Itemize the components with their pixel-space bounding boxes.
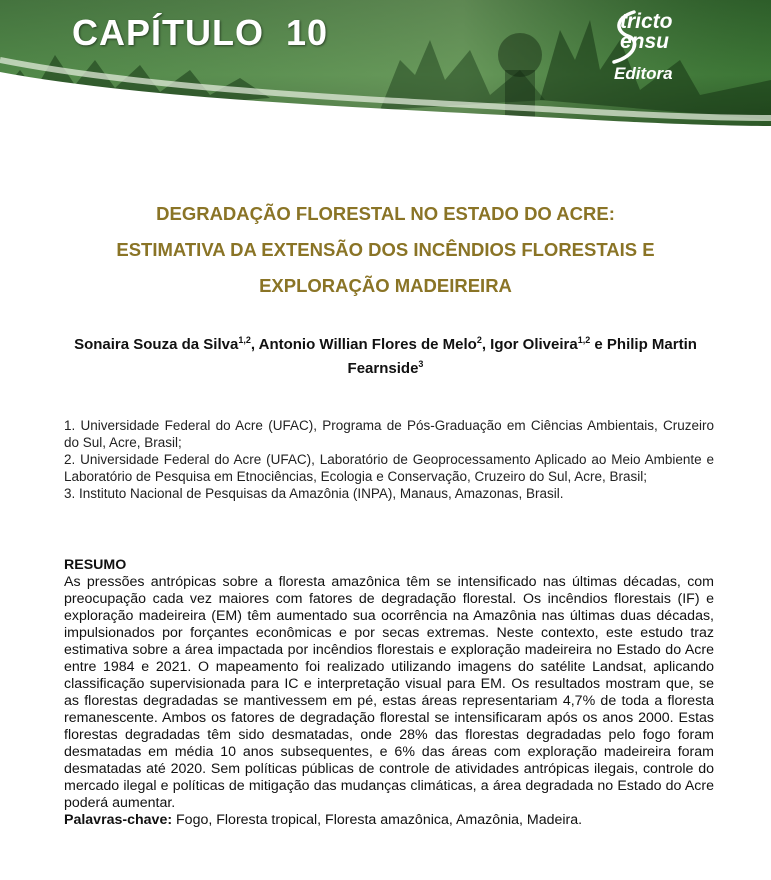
affiliation-item: 3. Instituto Nacional de Pesquisas da Amazônia (INPA), Manaus, Amazonas, Brasil. bbox=[64, 486, 564, 501]
title-line: ESTIMATIVA DA EXTENSÃO DOS INCÊNDIOS FLORESTAIS E bbox=[116, 239, 655, 260]
chapter-banner bbox=[0, 0, 771, 150]
affiliations bbox=[64, 417, 714, 502]
affiliation-item: 2. Universidade Federal do Acre (UFAC), Laboratório de Geoprocessamento Aplicado ao Meio Ambiente e Laboratório de Pesquisa em Etnociências, Ecologia e Conservação, Cruzeiro do Sul, Acre, Brasil; bbox=[64, 452, 714, 484]
keywords-label: Palavras-chave: bbox=[64, 812, 173, 828]
author-separator: , bbox=[250, 336, 259, 353]
author-name: Sonaira Souza da Silva bbox=[74, 336, 239, 353]
author-name: Antonio Willian Flores de Melo bbox=[258, 336, 477, 353]
chapter-label: CAPÍTULO 10 bbox=[72, 12, 329, 53]
author-separator: , bbox=[481, 336, 491, 353]
title-line: EXPLORAÇÃO MADEIREIRA bbox=[259, 275, 512, 296]
publisher-name-line2: ensu bbox=[620, 30, 670, 53]
author-separator: e bbox=[590, 336, 607, 353]
title-line: DEGRADAÇÃO FLORESTAL NO ESTADO DO ACRE: bbox=[156, 203, 615, 224]
publisher-name-line1: tricto bbox=[620, 10, 673, 33]
author-affiliation-mark: 1,2 bbox=[577, 335, 591, 345]
author-name: Igor Oliveira bbox=[490, 336, 578, 353]
keywords bbox=[64, 812, 714, 829]
affiliation-item: 1. Universidade Federal do Acre (UFAC), Programa de Pós-Graduação em Ciências Ambientais, Cruzeiro do Sul, Acre, Brasil; bbox=[64, 418, 714, 450]
publisher-logo bbox=[606, 8, 756, 88]
author-list bbox=[60, 333, 711, 381]
abstract-text: As pressões antrópicas sobre a floresta amazônica têm se intensificado nas últimas décadas, com preocupação cada vez maiores com fatores de degradação florestal. Os incêndios florestais (IF) e exploração madeireira (EM) têm aumentado sua ocorrência na Amazônia nas últimas duas décadas, impulsionados por forçantes econômicas e por secas extremas. Neste contexto, este estudo traz estimativa sobre a área impactada por incêndios florestais e exploração madeireira no Estado do Acre entre 1984 e 2021. O mapeamento foi realizado utilizando imagens do satélite Landsat, aplicando classificação supervisionada para IC e interpretação visual para EM. Os resultados mostram que, se as florestas degradadas se mantivessem em pé, estas áreas representariam 4,7% de toda a floresta remanescente. Ambos os fatores de degradação florestal se intensificaram após os anos 2000. Estas florestas degradadas têm sido desmatadas, onde 28% das florestas degradadas pelo fogo foram desmatadas em média 10 anos subsequentes, e 6% das áreas com exploração madeireira foram desmatadas até 2020. Sem políticas públicas de controle de atividades antrópicas ilegais, controle do mercado ilegal e políticas de mitigação das mudanças climáticas, a área degradada no Estado do Acre poderá aumentar. bbox=[64, 574, 714, 811]
author-affiliation-mark: 2 bbox=[476, 335, 482, 345]
abstract-section bbox=[64, 557, 714, 829]
publisher-name-line3: Editora bbox=[614, 64, 673, 83]
author-affiliation-mark: 1,2 bbox=[238, 335, 251, 345]
article-title bbox=[60, 196, 711, 304]
author-name: Philip Martin Fearnside bbox=[347, 336, 697, 377]
keywords-text: Fogo, Floresta tropical, Floresta amazônica, Amazônia, Madeira. bbox=[176, 812, 583, 828]
abstract-heading: RESUMO bbox=[64, 557, 127, 573]
author-affiliation-mark: 3 bbox=[418, 359, 424, 369]
